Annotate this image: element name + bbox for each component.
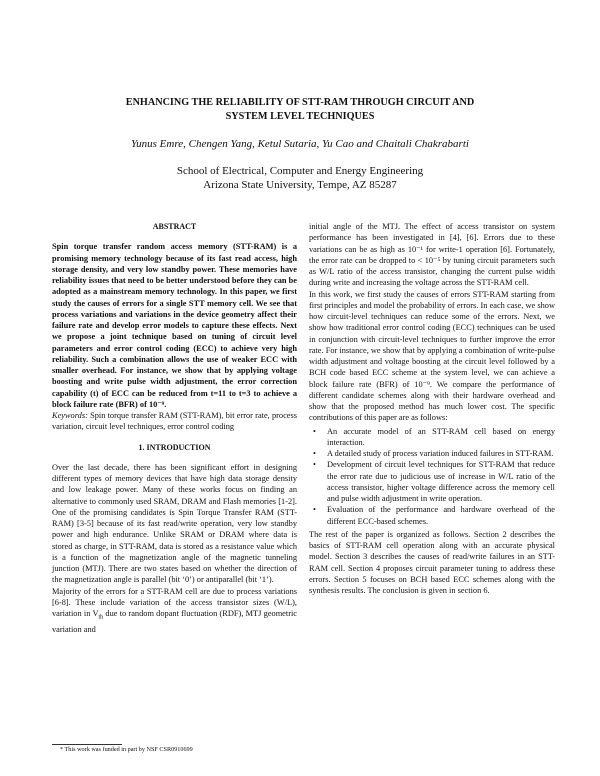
left-column <box>52 221 297 635</box>
list-item: • Evaluation of the performance and hardware overhead of the different ECC-based schemes. <box>327 504 555 527</box>
vth-subscript: th <box>98 614 104 621</box>
intro-paragraph-4: The rest of the paper is organized as follows. Section 2 describes the basics of STT-RAM cell operation along with an accurate physical model. Section 3 describes the causes of read/write failures in an STT-RAM cell. Section 4 proposes circuit parameter tuning to address these errors. Section 5 focuses on BCH based ECC schemes along with the synthesis results. The conclusion is given in section 6. <box>309 529 555 595</box>
affiliation-line-2: Arizona State University, Tempe, AZ 85287 <box>203 178 397 191</box>
keywords-label: Keywords: <box>52 411 88 420</box>
intro-paragraph-1: Over the last decade, there has been significant effort in designing different types of memory devices that have high data storage density and low leakage power. Many of these works focus on finding an alternative to commonly used SRAM, DRAM and Flash memories [1-2]. One of the promising candidates is Spin Torque Transfer RAM (STT-RAM) [3-5] because of its fast read/write operation, very low standby power and high endurance. Unlike SRAM or DRAM where data is stored as charge, in STT-RAM, data is stored as a resistance value which is a function of the magnetization angle of the magnetic tunneling junction (MTJ). There are two states based on whether the direction of the magnetization angle is parallel (bit ‘0’) or antiparallel (bit ‘1’). <box>52 462 297 585</box>
intro-paragraph-3: In this work, we first study the causes of errors STT-RAM starting from first principles and model the probability of errors. In each case, we show how circuit-level techniques can reduce some of the errors. Next, we show how traditional error control coding (ECC) techniques can be used in conjunction with circuit-level techniques to further improve the error rate. For instance, we show that by applying a combination of write-pulse width adjustment and voltage boosting at the circuit level followed by a BCH code based ECC scheme at the system level, we can achieve a block failure rate (BFR) of 10⁻⁹. We compare the performance of different candidate schemes along with their hardware overhead and show that the proposed method has much lower cost. The specific contributions of this paper are as follows: <box>309 289 555 423</box>
keywords-text: Spin torque transfer RAM (STT-RAM), bit error rate, process variation, circuit level techniques, error control coding <box>52 411 297 432</box>
author-list: Yunus Emre, Chengen Yang, Ketul Sutaria, Yu Cao and Chaitali Chakrabarti <box>131 138 469 150</box>
abstract <box>52 241 297 410</box>
list-item: • Development of circuit level techniques for STT-RAM that reduce the error rate due to judicious use of increase in W/L ratio of the access transistor, higher voltage difference across the memory cell and pulse width adjustment in write operation. <box>327 459 555 504</box>
right-column <box>309 221 555 596</box>
contributions-list <box>309 426 555 527</box>
introduction-heading: 1. INTRODUCTION <box>138 442 211 452</box>
title-line-1: ENHANCING THE RELIABILITY OF STT-RAM THROUGH CIRCUIT AND <box>125 97 475 108</box>
intro-paragraph-2 <box>52 586 297 636</box>
footnote-rule <box>52 744 122 745</box>
list-item: • A detailed study of process variation induced failures in STT-RAM. <box>327 448 555 459</box>
abstract-text: Spin torque transfer random access memory (STT-RAM) is a promising memory technology because of its fast read access, high storage density, and very low standby power. These memories have reliability issues that need to be better understood before they can be adopted as a mainstream memory technology. In this paper, we first study the causes of errors for a single STT memory cell. We see that process variations and variations in the device geometry affect their failure rate and develop error models to capture these effects. Next we propose a joint technique based on tuning of circuit level parameters and error control coding (ECC) to achieve very high reliability. Such a combination allows the use of weaker ECC with smaller overhead. For instance, we show that by applying voltage boosting and write pulse width adjustment, the error correction capability (t) of ECC can be reduced from t=11 to t=3 to achieve a block failure rate (BFR) of 10⁻⁹. <box>52 242 297 409</box>
footnote: * This work was funded in part by NSF CSR0910699 <box>60 746 193 753</box>
intro-paragraph-2-pre: Majority of the errors for a STT-RAM cell are due to process variations [6-8]. These include variation of the access transistor sizes (W/L), variation in V <box>52 586 297 618</box>
affiliation <box>40 165 560 192</box>
list-item: • An accurate model of an STT-RAM cell based on energy interaction. <box>327 426 555 449</box>
abstract-heading: ABSTRACT <box>152 222 197 231</box>
paper-title <box>60 96 540 124</box>
intro-paragraph-2-continued: initial angle of the MTJ. The effect of access transistor on system performance has been investigated in [4], [6]. Errors due to these variations can be as high as 10⁻¹ for write-1 operation [6]. Fortunately, the error rate can be dropped to < 10⁻⁵ by tuning circuit parameters such as W/L ratio of the access transistor, changing the current pulse width during write and increasing the voltage across the STT-RAM cell. <box>309 222 555 288</box>
title-line-2: SYSTEM LEVEL TECHNIQUES <box>225 111 375 122</box>
intro-paragraph-2-post: due to random dopant fluctuation (RDF), MTJ geometric variation and <box>52 609 297 634</box>
affiliation-line-1: School of Electrical, Computer and Energy Engineering <box>176 165 424 177</box>
keywords <box>52 410 297 433</box>
